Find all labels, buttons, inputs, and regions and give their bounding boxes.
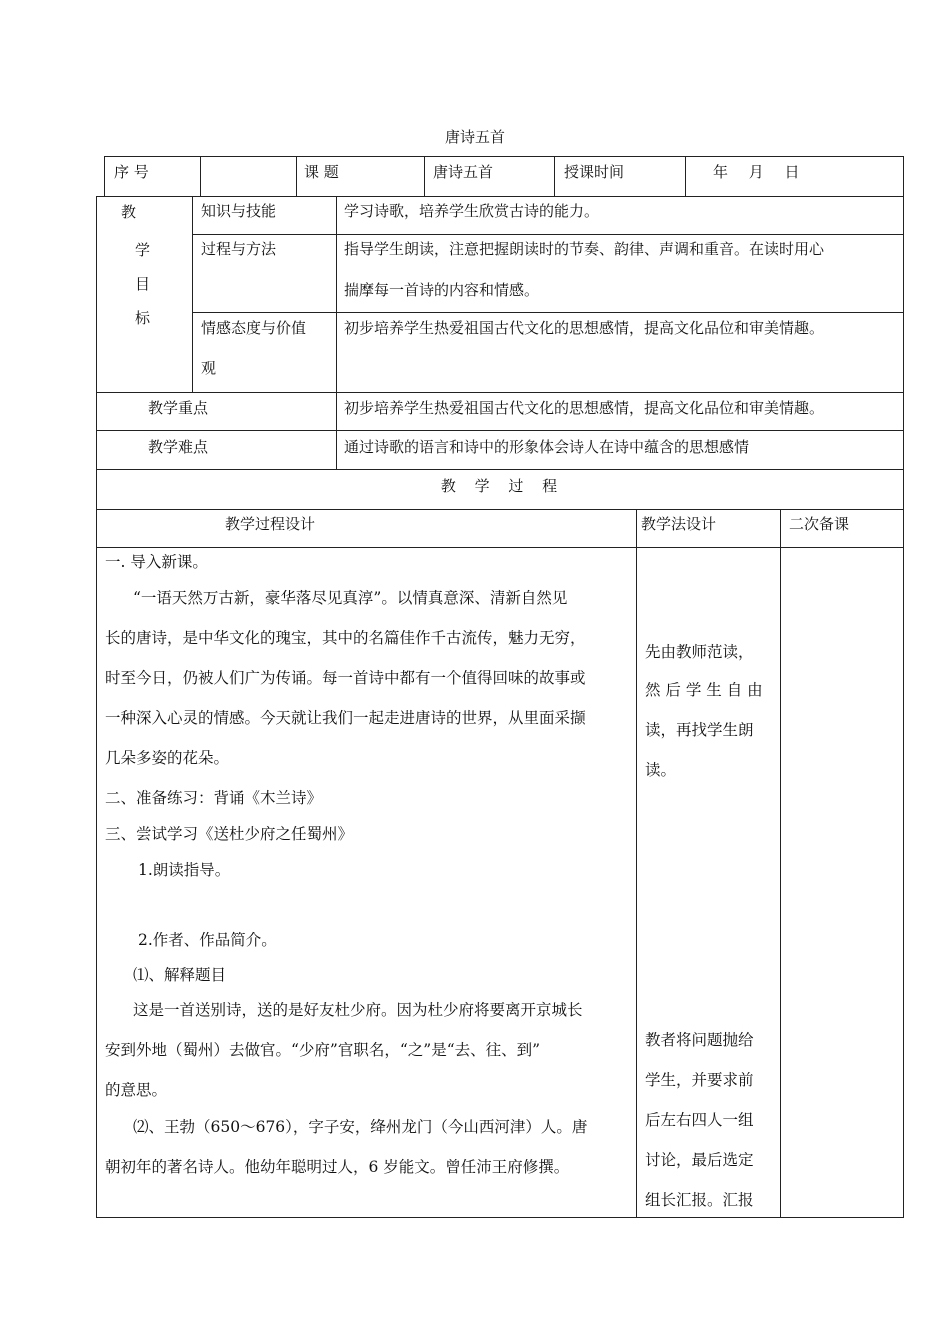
process-line: 几朵多姿的花朵。 [105, 749, 230, 767]
method-line: 后左右四人一组 [645, 1111, 754, 1129]
process-line: 三、尝试学习《送杜少府之任蜀州》 [105, 825, 354, 843]
col-header-revision: 二次备课 [789, 515, 850, 533]
objectives-label-char: 目 [135, 275, 151, 293]
process-line: 的意思。 [105, 1081, 168, 1099]
objectives-label-char: 教 [121, 203, 137, 221]
process-line: 2.作者、作品简介。 [138, 931, 277, 949]
process-line: 长的唐诗，是中华文化的瑰宝，其中的名篇佳作千古流传，魅力无穷， [105, 629, 586, 647]
method-line: 学生，并要求前 [645, 1071, 754, 1089]
difficulty-text: 通过诗歌的语言和诗中的形象体会诗人在诗中蕴含的思想感情 [344, 438, 750, 456]
objective-text: 指导学生朗读，注意把握朗读时的节奏、韵律、声调和重音。在读时用心 [344, 240, 825, 258]
difficulty-label: 教学难点 [148, 438, 209, 456]
process-line: 安到外地（蜀州）去做官。“少府”官职名，“之”是“去、往、到” [105, 1041, 541, 1059]
process-line: 时至今日，仍被人们广为传诵。每一首诗中都有一个值得回味的故事或 [105, 669, 586, 687]
objective-text: 揣摩每一首诗的内容和情感。 [344, 281, 540, 299]
key-point-text: 初步培养学生热爱祖国古代文化的思想感情，提高文化品位和审美情趣。 [344, 399, 825, 417]
process-line: 二、准备练习：背诵《木兰诗》 [105, 789, 323, 807]
objective-label-process: 过程与方法 [201, 240, 277, 258]
process-line: 这是一首送别诗，送的是好友杜少府。因为杜少府将要离开京城长 [133, 1001, 583, 1019]
method-line: 然 后 学 生 自 由 [645, 681, 763, 699]
process-line: “一语天然万古新，豪华落尽见真淳”。以情真意深、清新自然见 [133, 589, 568, 607]
method-line: 先由教师范读， [645, 643, 754, 661]
objective-text: 学习诗歌，培养学生欣赏古诗的能力。 [344, 202, 600, 220]
process-line: ⑵、王勃（650～676），字子安，绛州龙门（今山西河津）人。唐 [133, 1118, 588, 1136]
objective-label-attitude: 情感态度与价值 [201, 319, 307, 337]
method-line: 讨论，最后选定 [645, 1151, 754, 1169]
seq-label: 序 号 [114, 163, 149, 181]
objective-text: 初步培养学生热爱祖国古代文化的思想感情，提高文化品位和审美情趣。 [344, 319, 825, 337]
method-line: 读，再找学生朗 [645, 721, 754, 739]
process-line: 一种深入心灵的情感。今天就让我们一起走进唐诗的世界，从里面采撷 [105, 709, 586, 727]
document-title: 唐诗五首 [444, 128, 505, 146]
process-heading: 教 学 过 程 [440, 477, 558, 495]
time-label: 授课时间 [564, 163, 625, 181]
method-line: 读。 [645, 761, 677, 779]
objectives-label-char: 标 [135, 309, 151, 327]
process-line: ⑴、解释题目 [133, 966, 227, 984]
col-header-method: 教学法设计 [641, 515, 717, 533]
process-line: 朝初年的著名诗人。他幼年聪明过人，6 岁能文。曾任沛王府修撰。 [105, 1158, 570, 1176]
objective-label-attitude-cont: 观 [201, 359, 217, 377]
date-text: 年 月 日 [713, 163, 800, 181]
objective-label-knowledge: 知识与技能 [201, 202, 277, 220]
topic-label: 课 题 [304, 163, 339, 181]
col-header-design: 教学过程设计 [225, 515, 316, 533]
method-line: 组长汇报。汇报 [645, 1191, 754, 1209]
method-line: 教者将问题抛给 [645, 1031, 754, 1049]
topic-value: 唐诗五首 [433, 163, 494, 181]
process-line: 1.朗读指导。 [138, 861, 231, 879]
key-point-label: 教学重点 [148, 399, 209, 417]
process-line: 一. 导入新课。 [105, 553, 208, 571]
objectives-label-char: 学 [135, 241, 151, 259]
